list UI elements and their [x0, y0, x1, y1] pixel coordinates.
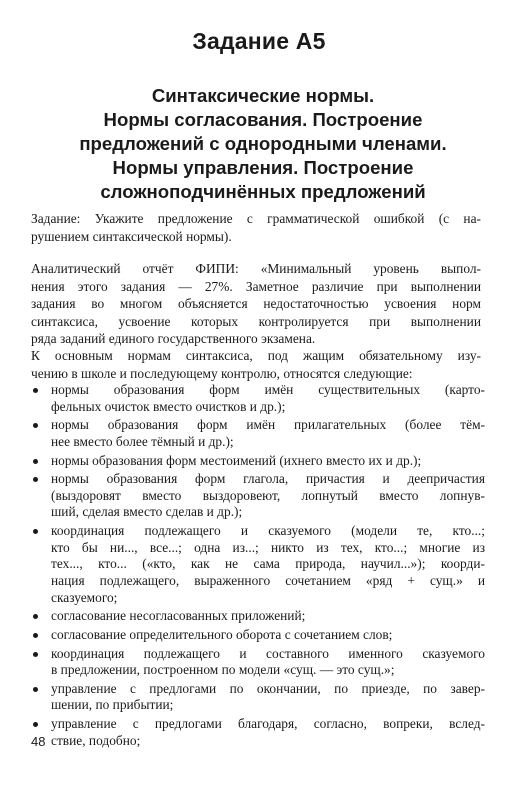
list-item-line: согласование несогласованных приложений; — [51, 608, 306, 624]
list-item-line: координация подлежащего и составного именного сказуемого — [51, 645, 485, 661]
list-item-line: нормы образования форм глагола, причастия и деепричастия — [51, 471, 485, 487]
list-item-line: нормы образования форм местоимений (ихнего вместо их и др.); — [51, 452, 422, 468]
list-item — [31, 716, 485, 749]
subtitle-line: предложений с однородными членами. — [79, 133, 447, 154]
intro-paragraph — [31, 347, 481, 382]
list-item — [31, 417, 485, 450]
bullet-icon — [33, 614, 38, 619]
bullet-icon — [33, 687, 38, 692]
bullet-icon — [33, 529, 38, 534]
list-item — [31, 646, 485, 679]
list-item-line: кто бы ни..., все...; одна из...; никто из тех, кто...; многие из — [51, 539, 485, 555]
section-subtitle — [36, 84, 490, 204]
subtitle-line: Нормы управления. Построение — [112, 157, 414, 178]
list-item — [31, 627, 485, 644]
list-item-line: ший, сделая вместо сделав и др.); — [51, 504, 243, 520]
subtitle-line: сложноподчинённых предложений — [100, 181, 426, 202]
list-item-line: тех..., кто... («кто, как не сама природа, научил...»); коорди- — [51, 556, 485, 572]
list-item-line: нормы образования форм имён существительных (карто- — [51, 382, 485, 397]
fipi-line: задания во многом объясняется недостаточностью усвоения норм — [31, 296, 481, 312]
bullet-icon — [33, 477, 38, 482]
subtitle-line: Нормы согласования. Построение — [103, 109, 423, 130]
intro-line: чению в школе и последующему контролю, относятся следующие: — [31, 365, 413, 381]
fipi-line: нения этого задания — 27%. Заметное различие при выполнении — [31, 278, 481, 294]
list-item-line: сказуемого; — [51, 589, 118, 605]
page-title: Задание А5 — [192, 28, 326, 54]
fipi-line: синтаксиса, усвоение которых контролируется при выполнении — [31, 313, 481, 329]
list-item-line: нация подлежащего, выраженного сочетанием «ряд + сущ.» и — [51, 572, 485, 588]
list-item — [31, 453, 485, 470]
list-item — [31, 608, 485, 625]
bullet-icon — [33, 722, 38, 727]
bullet-icon — [33, 652, 38, 657]
fipi-line: Аналитический отчёт ФИПИ: «Минимальный уровень выпол- — [31, 261, 481, 276]
subtitle-line: Синтаксические нормы. — [151, 85, 375, 106]
list-item-line: нормы образования форм имён прилагательных (более тём- — [51, 417, 485, 433]
list-item-line: нее вместо более тёмный и др.); — [51, 433, 234, 449]
task-line: Задание: Укажите предложение с грамматической ошибкой (с на- — [31, 211, 481, 226]
list-item-line: в предложении, построенном по модели «сущ. — это сущ.»; — [51, 662, 395, 678]
fipi-line: ряда заданий единого государственного экзамена. — [31, 331, 316, 347]
bullet-icon — [33, 423, 38, 428]
bullet-icon — [33, 459, 38, 464]
list-item — [31, 523, 485, 606]
intro-line: К основным нормам синтаксиса, под жащим обязательному изу- — [31, 348, 481, 363]
list-item-line: координация подлежащего и сказуемого (модели те, кто...; — [51, 523, 485, 539]
list-item-line: шении, по прибытии; — [51, 697, 174, 713]
list-item-line: управление с предлогами благодаря, согласно, вопреки, вслед- — [51, 716, 485, 732]
task-paragraph — [31, 210, 481, 245]
list-item-line: управление с предлогами по окончании, по приезде, по завер- — [51, 680, 485, 696]
bullet-icon — [33, 633, 38, 638]
list-item-line: фельных очисток вместо очистков и др.); — [51, 398, 286, 414]
task-line: рушением синтаксической нормы). — [31, 228, 232, 244]
bullet-icon — [33, 388, 38, 393]
list-item-line: согласование определительного оборота с сочетанием слов; — [51, 626, 393, 642]
list-item-line: (выздоровят вместо выздоровеют, лопнутый вместо лопнув- — [51, 487, 485, 503]
list-item — [31, 382, 485, 415]
list-item — [31, 681, 485, 714]
list-item-line: ствие, подобно; — [51, 732, 141, 748]
fipi-report-paragraph — [31, 260, 481, 348]
list-item — [31, 471, 485, 521]
page-number: 48 — [31, 734, 46, 749]
syntax-norms-list — [31, 382, 485, 751]
